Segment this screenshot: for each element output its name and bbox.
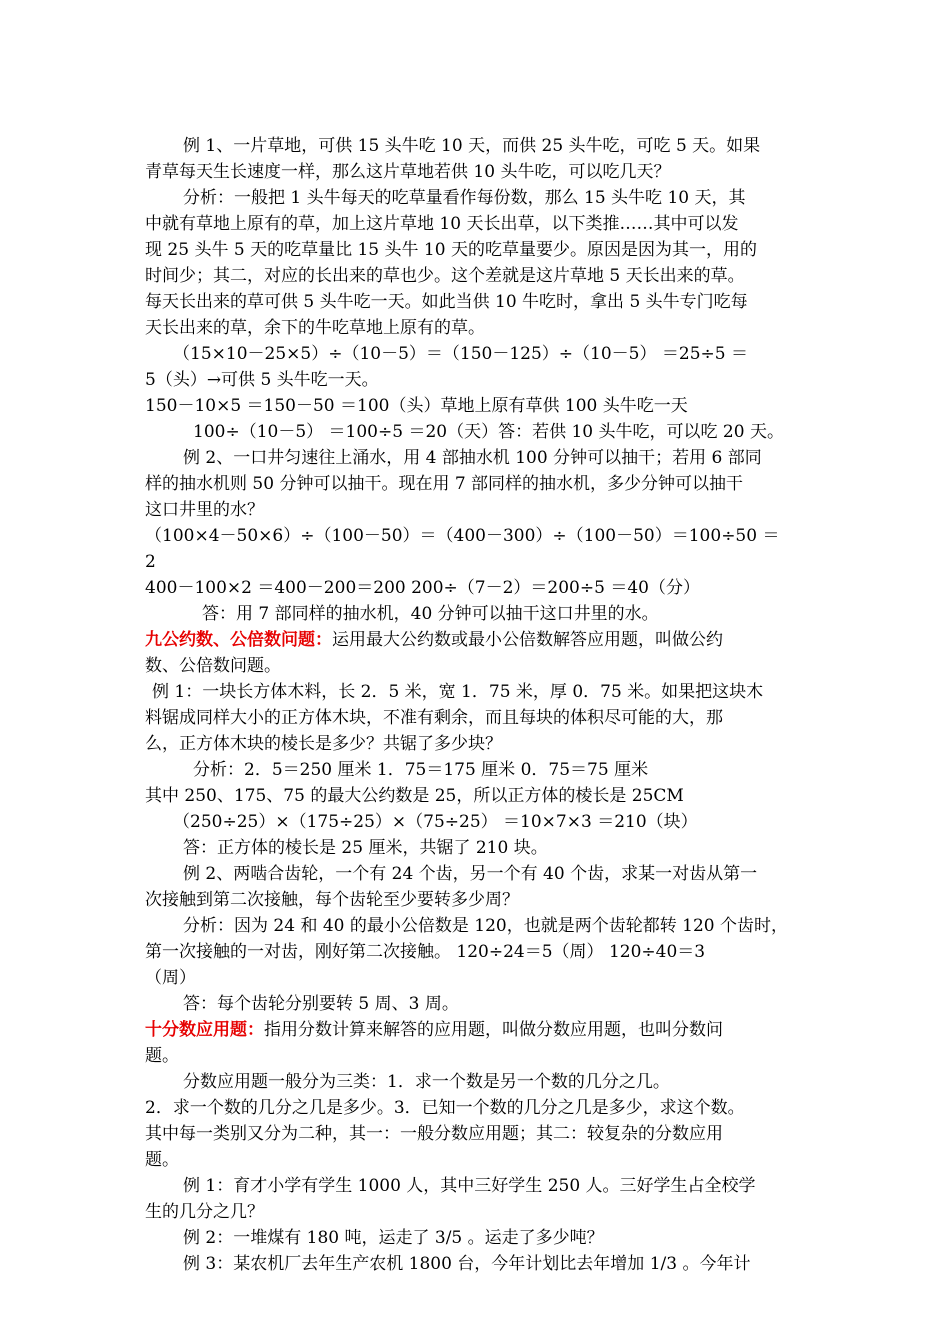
line-text: 其中 250、175、75 的最大公约数是 25，所以正方体的棱长是 25CM bbox=[145, 786, 684, 806]
text-line bbox=[173, 341, 748, 367]
text-line bbox=[145, 549, 156, 575]
line-text: 例 2、两啮合齿轮，一个有 24 个齿，另一个有 40 个齿，求某一对齿从第一 bbox=[183, 864, 758, 884]
text-line bbox=[183, 1069, 670, 1095]
line-text: 例 2、一口井匀速往上涌水，用 4 部抽水机 100 分钟可以抽干；若用 6 部同 bbox=[183, 448, 762, 468]
text-line bbox=[145, 965, 196, 991]
text-line bbox=[145, 705, 723, 731]
text-line bbox=[183, 861, 757, 887]
line-text: 2 bbox=[145, 552, 156, 572]
line-text: 例 1：一块长方体木料，长 2．5 米，宽 1．75 米，厚 0．75 米。如果把这块木 bbox=[152, 682, 764, 702]
text-line bbox=[145, 263, 745, 289]
line-text: 分析：一般把 1 头牛每天的吃草量看作每份数，那么 15 头牛吃 10 天，其 bbox=[183, 188, 746, 208]
text-line bbox=[145, 1121, 723, 1147]
text-line bbox=[145, 1043, 179, 1069]
line-text: 100÷（10－5） ＝100÷5 ＝20（天）答：若供 10 头牛吃，可以吃 20 天。 bbox=[193, 422, 784, 442]
text-line bbox=[145, 575, 700, 601]
text-line bbox=[145, 887, 519, 913]
line-text: 样的抽水机则 50 分钟可以抽干。现在用 7 部同样的抽水机，多少分钟可以抽干 bbox=[145, 474, 744, 494]
text-line bbox=[145, 1017, 723, 1043]
text-line bbox=[183, 835, 548, 861]
text-line bbox=[173, 809, 698, 835]
text-line bbox=[183, 185, 746, 211]
line-text: 现 25 头牛 5 天的吃草量比 15 头牛 10 天的吃草量要少。原因是因为其一，用的 bbox=[145, 240, 757, 260]
text-line bbox=[183, 445, 762, 471]
line-text: 分析：因为 24 和 40 的最小公倍数是 120，也就是两个齿轮都转 120 个齿时， bbox=[183, 916, 788, 936]
section-heading: 十分数应用题： bbox=[145, 1020, 264, 1040]
text-line bbox=[145, 211, 738, 237]
line-text: 天长出来的草，余下的牛吃草地上原有的草。 bbox=[145, 318, 485, 338]
text-line bbox=[152, 679, 763, 705]
text-line bbox=[145, 367, 379, 393]
line-text: 么，正方体木块的棱长是多少？共锯了多少块？ bbox=[145, 734, 502, 754]
line-text: 例 3：某农机厂去年生产农机 1800 台，今年计划比去年增加 1/3 。今年计 bbox=[183, 1254, 751, 1274]
text-line bbox=[145, 1199, 264, 1225]
text-line bbox=[183, 1173, 756, 1199]
text-line bbox=[183, 913, 788, 939]
line-text: 例 1：育才小学有学生 1000 人，其中三好学生 250 人。三好学生占全校学 bbox=[183, 1176, 756, 1196]
line-text: 这口井里的水？ bbox=[145, 500, 264, 520]
line-text: 题。 bbox=[145, 1150, 179, 1170]
text-line bbox=[145, 237, 757, 263]
line-text: （周） bbox=[145, 968, 196, 988]
text-line bbox=[145, 1147, 179, 1173]
text-line bbox=[183, 991, 459, 1017]
text-line bbox=[145, 393, 688, 419]
text-line bbox=[145, 783, 684, 809]
text-line bbox=[145, 653, 281, 679]
line-text: 例 2：一堆煤有 180 吨，运走了 3/5 。运走了多少吨？ bbox=[183, 1228, 604, 1248]
text-line bbox=[193, 757, 648, 783]
line-text: 400－100×2 ＝400－200＝200 200÷（7－2）＝200÷5 ＝40（分） bbox=[145, 578, 700, 598]
line-text: 分数应用题一般分为三类：1．求一个数是另一个数的几分之几。 bbox=[183, 1072, 670, 1092]
text-line bbox=[145, 289, 748, 315]
text-line bbox=[145, 159, 670, 185]
text-line bbox=[145, 315, 485, 341]
text-line bbox=[145, 1095, 745, 1121]
line-text: 150－10×5 ＝150－50 ＝100（头）草地上原有草供 100 头牛吃一天 bbox=[145, 396, 688, 416]
text-line bbox=[145, 523, 779, 549]
text-line bbox=[193, 419, 784, 445]
text-line bbox=[183, 133, 760, 159]
line-text: （100×4－50×6）÷（100－50）＝（400－300）÷（100－50）＝100÷50 ＝ bbox=[145, 526, 780, 546]
text-line bbox=[183, 1251, 750, 1277]
line-text: 生的几分之几？ bbox=[145, 1202, 264, 1222]
line-text: 5（头）→可供 5 头牛吃一天。 bbox=[145, 370, 379, 390]
line-text: 题。 bbox=[145, 1046, 179, 1066]
line-text: 中就有草地上原有的草，加上这片草地 10 天长出草，以下类推……其中可以发 bbox=[145, 214, 739, 234]
text-line bbox=[183, 1225, 604, 1251]
line-text: （250÷25）×（175÷25）×（75÷25） ＝10×7×3 ＝210（块） bbox=[173, 812, 698, 832]
line-text: 分析：2．5＝250 厘米 1．75＝175 厘米 0．75＝75 厘米 bbox=[193, 760, 649, 780]
text-line bbox=[145, 471, 743, 497]
text-line bbox=[145, 939, 705, 965]
line-text: 时间少；其二，对应的长出来的草也少。这个差就是这片草地 5 天长出来的草。 bbox=[145, 266, 745, 286]
text-line bbox=[202, 601, 659, 627]
line-text: 第一次接触的一对齿，刚好第二次接触。 120÷24＝5（周） 120÷40＝3 bbox=[145, 942, 706, 962]
line-text: 运用最大公约数或最小公倍数解答应用题，叫做公约 bbox=[332, 630, 723, 650]
text-line bbox=[145, 627, 723, 653]
line-text: 答：用 7 部同样的抽水机，40 分钟可以抽干这口井里的水。 bbox=[202, 604, 659, 624]
line-text: （15×10－25×5）÷（10－5）＝（150－125）÷（10－5） ＝25÷5 ＝ bbox=[173, 344, 748, 364]
line-text: 每天长出来的草可供 5 头牛吃一天。如此当供 10 牛吃时，拿出 5 头牛专门吃每 bbox=[145, 292, 748, 312]
line-text: 答：正方体的棱长是 25 厘米，共锯了 210 块。 bbox=[183, 838, 548, 858]
line-text: 2．求一个数的几分之几是多少。3．已知一个数的几分之几是多少，求这个数。 bbox=[145, 1098, 745, 1118]
line-text: 例 1、一片草地，可供 15 头牛吃 10 天，而供 25 头牛吃，可吃 5 天。如果 bbox=[183, 136, 761, 156]
line-text: 其中每一类别又分为二种，其一：一般分数应用题；其二：较复杂的分数应用 bbox=[145, 1124, 723, 1144]
section-heading: 九公约数、公倍数问题： bbox=[145, 630, 332, 650]
line-text: 料锯成同样大小的正方体木块，不准有剩余，而且每块的体积尽可能的大，那 bbox=[145, 708, 723, 728]
text-line bbox=[145, 497, 264, 523]
text-line bbox=[145, 731, 502, 757]
line-text: 青草每天生长速度一样，那么这片草地若供 10 头牛吃，可以吃几天？ bbox=[145, 162, 671, 182]
line-text: 次接触到第二次接触，每个齿轮至少要转多少周？ bbox=[145, 890, 519, 910]
line-text: 指用分数计算来解答的应用题，叫做分数应用题，也叫分数问 bbox=[264, 1020, 723, 1040]
line-text: 数、公倍数问题。 bbox=[145, 656, 281, 676]
line-text: 答：每个齿轮分别要转 5 周、3 周。 bbox=[183, 994, 459, 1014]
